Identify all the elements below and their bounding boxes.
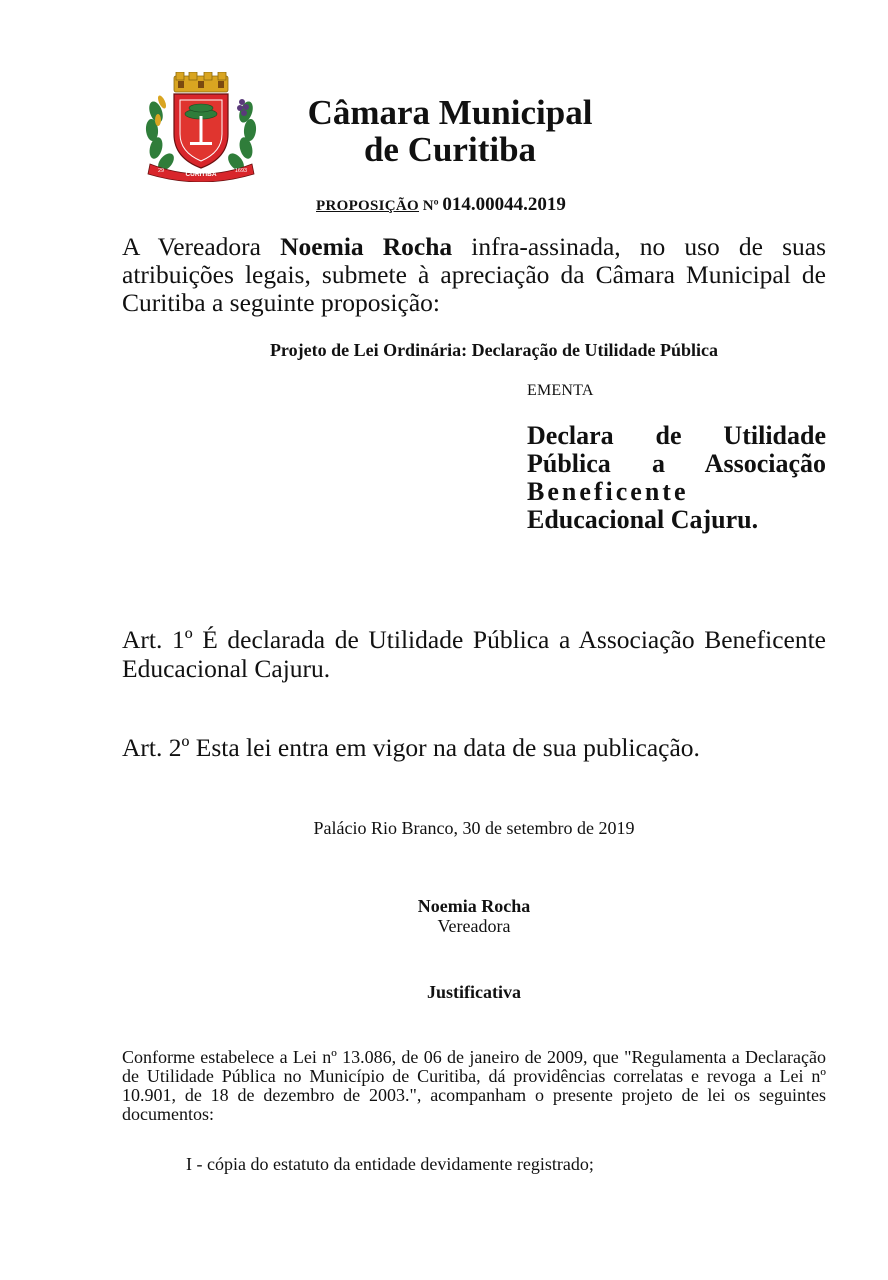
crest-ribbon-text: CURITIBA	[185, 171, 217, 178]
institution-title-line2: de Curitiba	[363, 130, 537, 169]
signature-block	[122, 896, 826, 936]
ementa-line1: Declara de Utilidade	[527, 421, 826, 450]
proposition-label: PROPOSIÇÃO	[316, 198, 420, 214]
coat-of-arms-icon	[142, 72, 260, 182]
intro-suffix: infra-assinada, no uso de suas atribuições legais, submete à apreciação da Câmara Municipal de Curitiba a seguinte proposição:	[122, 232, 826, 317]
ementa-line4: Educacional Cajuru.	[527, 505, 759, 534]
crest-year-right: 1693	[234, 168, 248, 174]
institution-title	[300, 94, 600, 168]
justification-paragraph: Conforme estabelece a Lei nº 13.086, de 06 de janeiro de 2009, que "Regulamenta a Declaração de Utilidade Pública no Município de Curitiba, dá providências correlatas e revoga a Lei nº 10.901, de 18 de dezembro de 2003.", acompanham o presente projeto de lei os seguintes documentos:	[122, 1047, 826, 1124]
signer-name: Noemia Rocha	[417, 896, 531, 916]
ementa-line3: Beneficente	[527, 477, 689, 506]
article-1: Art. 1º É declarada de Utilidade Pública a Associação Beneficente Educacional Cajuru.	[122, 625, 826, 683]
project-type-heading: Projeto de Lei Ordinária: Declaração de Utilidade Pública	[269, 340, 719, 360]
place-date: Palácio Rio Branco, 30 de setembro de 2019	[313, 818, 635, 838]
justification-title: Justificativa	[427, 982, 521, 1002]
signer-role: Vereadora	[437, 916, 511, 936]
proposition-number-value: 014.00044.2019	[442, 194, 566, 215]
intro-paragraph	[122, 233, 826, 317]
proposition-number-sign: Nº	[419, 198, 443, 214]
intro-prefix: A Vereadora	[122, 232, 281, 261]
list-item: I - cópia do estatuto da entidade devidamente registrado;	[186, 1154, 594, 1174]
institution-title-line1: Câmara Municipal	[307, 93, 593, 132]
crest-year-left: 29	[157, 168, 165, 174]
ementa-line2: Pública a Associação	[527, 449, 826, 478]
ementa-label: EMENTA	[527, 382, 594, 399]
intro-councilor-name: Noemia Rocha	[280, 232, 453, 261]
article-2: Art. 2º Esta lei entra em vigor na data de sua publicação.	[122, 733, 700, 762]
proposition-number	[316, 194, 566, 216]
ementa-text	[527, 422, 826, 534]
